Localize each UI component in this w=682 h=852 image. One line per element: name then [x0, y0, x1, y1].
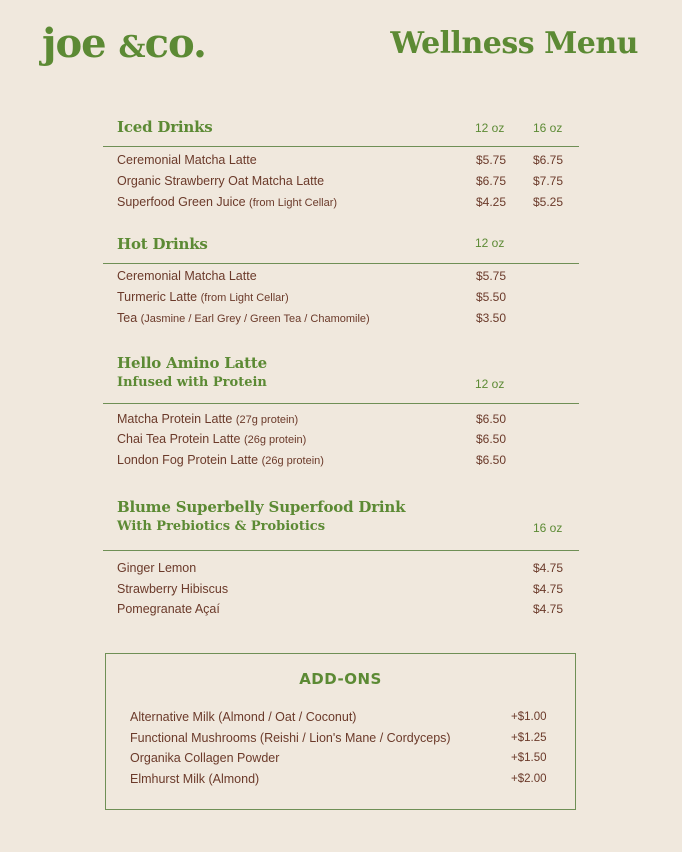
brand-suffix: co.: [144, 20, 206, 67]
brand-amp: &: [118, 30, 145, 65]
menu-item: [117, 432, 579, 452]
size-header-16oz: 16 oz: [533, 121, 563, 135]
menu-item: [117, 412, 579, 432]
item-name: Superfood Green Juice: [117, 195, 246, 209]
item-note: (26g protein): [243, 434, 307, 446]
item-note: (from Light Cellar): [249, 197, 338, 209]
price-16oz: $7.75: [533, 174, 564, 188]
section-blume-superbelly: [103, 498, 579, 623]
section-title: Hot Drinks: [117, 235, 208, 253]
item-note: (26g protein): [261, 455, 324, 467]
addon-name: Elmhurst Milk (Almond): [130, 772, 260, 786]
section-subtitle: With Prebiotics & Probiotics: [117, 519, 326, 534]
price-12oz: $6.50: [476, 432, 507, 446]
price-16oz: $4.75: [533, 561, 564, 575]
size-header-16oz: 16 oz: [533, 521, 563, 535]
section-iced-drinks: [103, 116, 579, 216]
price-12oz: $5.50: [476, 290, 507, 304]
addon-name: Functional Mushrooms (Reishi / Lion's Mane / Cordyceps): [130, 731, 451, 745]
section-hot-drinks: [103, 233, 579, 333]
menu-item: [117, 453, 579, 473]
item-note: (Jasmine / Earl Grey / Green Tea / Chamomile): [140, 313, 370, 325]
item-name: Strawberry Hibiscus: [117, 582, 229, 596]
price-16oz: $4.75: [533, 582, 564, 596]
price-12oz: $6.50: [476, 453, 507, 467]
divider: [103, 146, 579, 147]
menu-item: [117, 311, 579, 331]
addons-box: [105, 653, 576, 810]
item-name: London Fog Protein Latte: [117, 453, 259, 467]
item-name: Chai Tea Protein Latte: [117, 432, 241, 446]
item-name: Pomegranate Açaí: [117, 602, 220, 616]
divider: [103, 550, 579, 551]
menu-item: [117, 582, 579, 602]
menu-item: [117, 153, 579, 173]
price-12oz: $6.75: [476, 174, 507, 188]
price-12oz: $5.75: [476, 269, 507, 283]
section-hello-amino-latte: [103, 354, 579, 474]
addon-price: +$1.00: [511, 711, 547, 723]
item-name: Ceremonial Matcha Latte: [117, 269, 257, 283]
divider: [103, 263, 579, 264]
price-12oz: $4.25: [476, 195, 507, 209]
item-note: (from Light Cellar): [200, 292, 289, 304]
size-header-12oz: 12 oz: [475, 377, 505, 391]
item-note: (27g protein): [235, 414, 299, 426]
section-subtitle: Infused with Protein: [117, 375, 267, 390]
addons-title: ADD-ONS: [299, 670, 382, 688]
menu-item: [117, 269, 579, 289]
menu-item: [117, 174, 579, 194]
brand-name: joe: [42, 20, 106, 67]
section-title: Hello Amino Latte: [117, 354, 267, 372]
section-title: Iced Drinks: [117, 118, 213, 136]
addon-name: Organika Collagen Powder: [130, 751, 280, 765]
price-12oz: $3.50: [476, 311, 507, 325]
section-title: Blume Superbelly Superfood Drink: [117, 498, 406, 516]
page-title: Wellness Menu: [390, 26, 638, 61]
item-name: Ceremonial Matcha Latte: [117, 153, 257, 167]
menu-item: [117, 602, 579, 622]
divider: [103, 403, 579, 404]
addon-price: +$2.00: [511, 773, 547, 785]
addon-price: +$1.25: [511, 732, 547, 744]
menu-item: [117, 290, 579, 310]
brand-logo: [42, 20, 206, 67]
item-name: Organic Strawberry Oat Matcha Latte: [117, 174, 325, 188]
price-16oz: $5.25: [533, 195, 564, 209]
price-16oz: $4.75: [533, 602, 564, 616]
item-name: Matcha Protein Latte: [117, 412, 233, 426]
item-name: Turmeric Latte: [117, 290, 198, 304]
price-16oz: $6.75: [533, 153, 564, 167]
addon-price: +$1.50: [511, 752, 547, 764]
price-12oz: $6.50: [476, 412, 507, 426]
size-header-12oz: 12 oz: [475, 236, 505, 250]
item-name: Tea: [117, 311, 138, 325]
size-header-12oz: 12 oz: [475, 121, 505, 135]
price-12oz: $5.75: [476, 153, 507, 167]
addon-name: Alternative Milk (Almond / Oat / Coconut): [130, 710, 357, 724]
menu-item: [117, 561, 579, 581]
menu-item: [117, 195, 579, 215]
item-name: Ginger Lemon: [117, 561, 197, 575]
